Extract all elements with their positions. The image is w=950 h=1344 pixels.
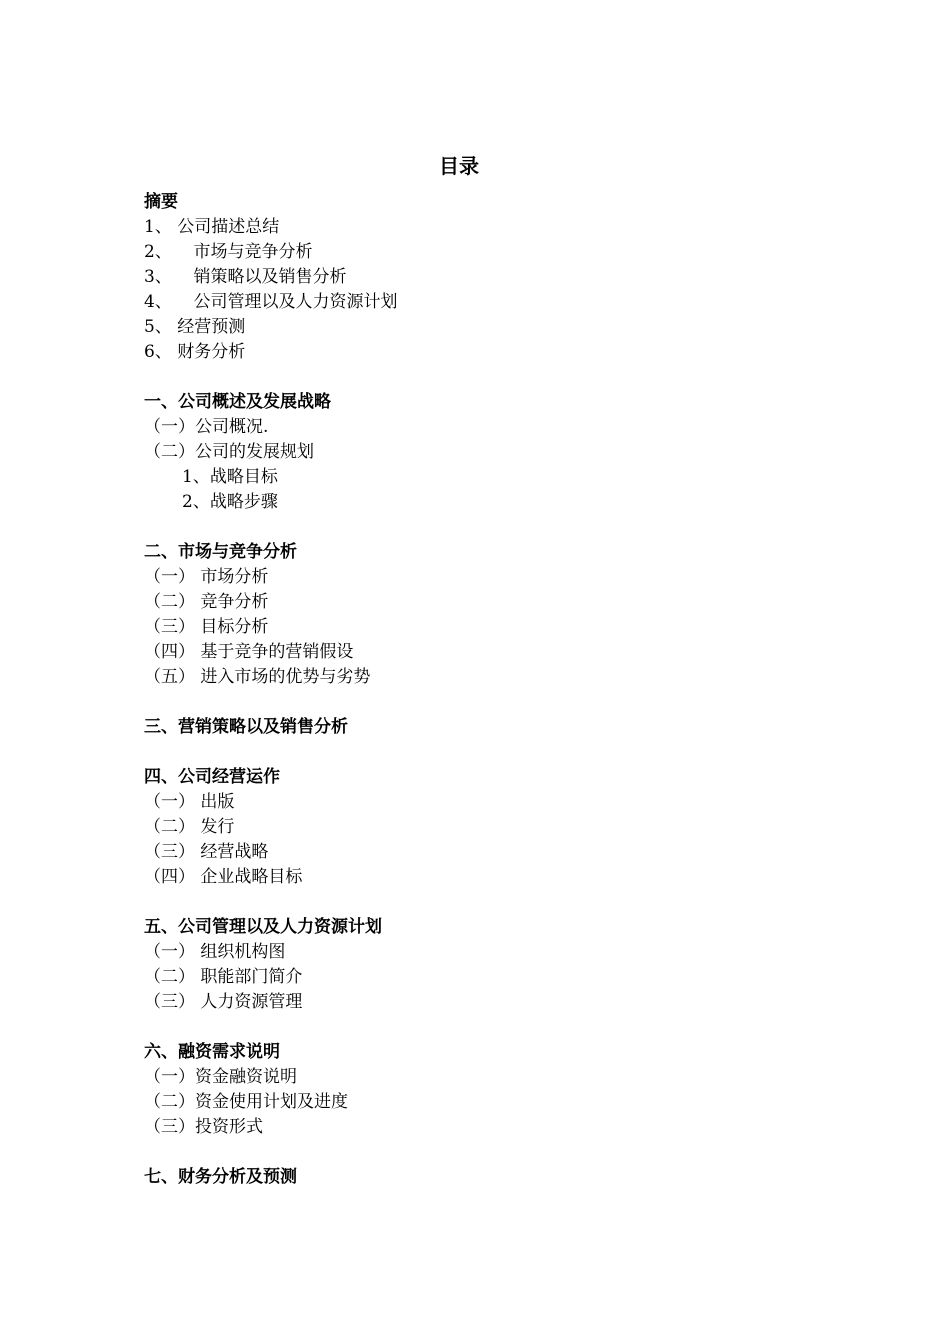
toc-item-number: （一） — [144, 942, 195, 962]
toc-item — [144, 415, 844, 440]
section-heading: 六、融资需求说明 — [144, 1042, 280, 1062]
toc-item — [144, 615, 844, 640]
toc-item — [144, 790, 844, 815]
spacer — [144, 890, 844, 915]
toc-subitem-label: 战略步骤 — [209, 492, 278, 512]
toc-item-label: 基于竞争的营销假设 — [200, 642, 354, 662]
toc-item-number: 6、 — [144, 342, 172, 362]
toc-subitem — [144, 490, 844, 515]
toc-item — [144, 440, 844, 465]
toc-item — [144, 315, 844, 340]
toc-item — [144, 1065, 844, 1090]
toc-item-number: （五） — [144, 667, 195, 687]
toc-item-number: （二） — [144, 592, 195, 612]
toc-item — [144, 815, 844, 840]
toc-item — [144, 340, 844, 365]
toc-item-number: （二） — [144, 442, 195, 462]
toc-item — [144, 940, 844, 965]
toc-subitem-number: 2、 — [182, 492, 210, 512]
section-heading: 三、营销策略以及销售分析 — [144, 717, 348, 737]
toc-item-number: （四） — [144, 642, 195, 662]
toc-item — [144, 840, 844, 865]
toc-item — [144, 590, 844, 615]
toc-item-number: 5、 — [144, 317, 172, 337]
toc-item — [144, 290, 844, 315]
toc-item — [144, 665, 844, 690]
spacer — [144, 515, 844, 540]
table-of-contents — [144, 190, 844, 1190]
toc-item-label: 公司的发展规划 — [195, 442, 314, 462]
toc-item-label: 发行 — [200, 817, 235, 837]
toc-item-number: （三） — [144, 992, 195, 1012]
toc-item-number: （一） — [144, 417, 195, 437]
toc-item — [144, 965, 844, 990]
page-title: 目录 — [439, 154, 479, 178]
toc-item — [144, 1090, 844, 1115]
spacer — [144, 365, 844, 390]
toc-item — [144, 565, 844, 590]
toc-item — [144, 1115, 844, 1140]
section-heading: 二、市场与竞争分析 — [144, 542, 297, 562]
toc-item-label: 销策略以及销售分析 — [193, 267, 347, 287]
toc-item-label: 资金融资说明 — [195, 1067, 297, 1087]
toc-item-number: 2、 — [144, 242, 172, 262]
toc-item-number: （一） — [144, 1067, 195, 1087]
toc-item-label: 资金使用计划及进度 — [195, 1092, 348, 1112]
toc-item — [144, 265, 844, 290]
toc-item-number: （一） — [144, 792, 195, 812]
spacer — [144, 740, 844, 765]
spacer — [144, 1140, 844, 1165]
toc-item-number: 4、 — [144, 292, 172, 312]
toc-item-label: 职能部门简介 — [200, 967, 303, 987]
toc-item — [144, 865, 844, 890]
toc-item-number: （二） — [144, 817, 195, 837]
spacer — [144, 1015, 844, 1040]
toc-item-number: （二） — [144, 967, 195, 987]
section-heading: 七、财务分析及预测 — [144, 1167, 297, 1187]
toc-item — [144, 640, 844, 665]
toc-item-label: 人力资源管理 — [200, 992, 303, 1012]
toc-item-label: 公司管理以及人力资源计划 — [193, 292, 398, 312]
toc-item-number: （三） — [144, 1117, 195, 1137]
toc-item-label: 出版 — [200, 792, 235, 812]
summary-heading: 摘要 — [144, 192, 178, 212]
toc-item-number: （一） — [144, 567, 195, 587]
toc-item-number: 1、 — [144, 217, 172, 237]
toc-item-label: 经营战略 — [200, 842, 269, 862]
toc-item-label: 目标分析 — [200, 617, 269, 637]
toc-item-label: 企业战略目标 — [200, 867, 303, 887]
toc-subitem-label: 战略目标 — [209, 467, 278, 487]
section-heading: 五、公司管理以及人力资源计划 — [144, 917, 382, 937]
section-heading: 一、公司概述及发展战略 — [144, 392, 331, 412]
toc-item-number: 3、 — [144, 267, 172, 287]
toc-subitem — [144, 465, 844, 490]
toc-item-label: 财务分析 — [177, 342, 246, 362]
toc-item-label: 公司概况. — [195, 417, 269, 437]
toc-item — [144, 990, 844, 1015]
toc-item-label: 竞争分析 — [200, 592, 269, 612]
toc-item-label: 市场与竞争分析 — [193, 242, 313, 262]
toc-item-number: （三） — [144, 617, 195, 637]
toc-item-label: 投资形式 — [195, 1117, 263, 1137]
toc-item-label: 进入市场的优势与劣势 — [200, 667, 371, 687]
toc-item-label: 市场分析 — [200, 567, 269, 587]
spacer — [144, 690, 844, 715]
toc-item-number: （二） — [144, 1092, 195, 1112]
toc-subitem-number: 1、 — [182, 467, 210, 487]
toc-item-label: 组织机构图 — [200, 942, 286, 962]
toc-item-number: （四） — [144, 867, 195, 887]
toc-item-number: （三） — [144, 842, 195, 862]
toc-item — [144, 215, 844, 240]
toc-item-label: 公司描述总结 — [177, 217, 280, 237]
toc-item — [144, 240, 844, 265]
section-heading: 四、公司经营运作 — [144, 767, 280, 787]
toc-item-label: 经营预测 — [177, 317, 246, 337]
